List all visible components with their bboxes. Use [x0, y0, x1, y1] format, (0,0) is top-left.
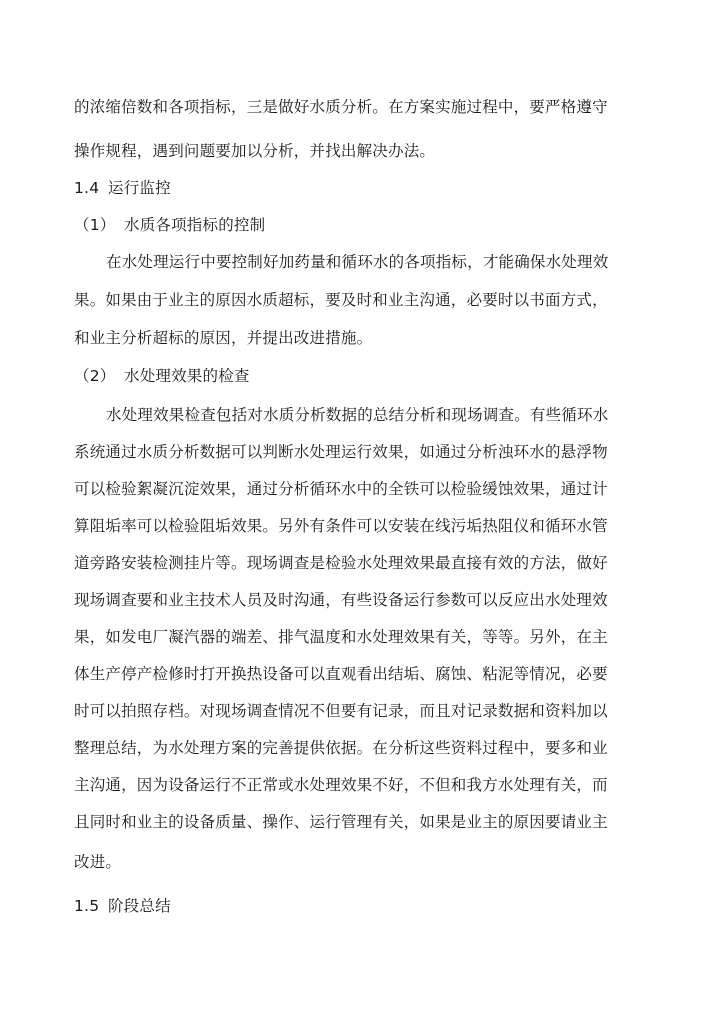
section-number: 1.5: [74, 897, 100, 915]
section-heading-1-5: [74, 896, 654, 916]
paragraph-line: 在水处理运行中要控制好加药量和循环水的各项指标，才能确保水处理效: [106, 253, 609, 271]
subsection-number: （2）: [74, 367, 116, 385]
section-heading-1-4: [74, 178, 654, 198]
section-title: 运行监控: [108, 179, 171, 197]
paragraph-line: 和业主分析超标的原因，并提出改进措施。: [74, 329, 373, 347]
paragraph-line: 果。如果由于业主的原因水质超标，要及时和业主沟通，必要时以书面方式，: [74, 291, 608, 309]
paragraph-line: 主沟通，因为设备运行不正常或水处理效果不好，不但和我方水处理有关，而: [74, 776, 608, 794]
section-number: 1.4: [74, 179, 100, 197]
subsection-heading-1: [74, 215, 654, 235]
paragraph-line: 算阻垢率可以检验阻垢效果。另外有条件可以安装在线污垢热阻仪和循环水管: [74, 517, 608, 535]
section-title: 阶段总结: [108, 897, 171, 915]
paragraph-line: 整理总结，为水处理方案的完善提供依据。在分析这些资料过程中，要多和业: [74, 739, 608, 757]
paragraph-line: 体生产停产检修时打开换热设备可以直观看出结垢、腐蚀、粘泥等情况，必要: [74, 665, 608, 683]
paragraph-line: 现场调查要和业主技术人员及时沟通，有些设备运行参数可以反应出水处理效: [74, 591, 608, 609]
subsection-title: 水处理效果的检查: [124, 367, 250, 385]
paragraph-line: 水处理效果检查包括对水质分析数据的总结分析和现场调查。有些循环水: [106, 406, 609, 424]
paragraph-line: 可以检验絮凝沉淀效果，通过分析循环水中的全铁可以检验缓蚀效果，通过计: [74, 480, 608, 498]
paragraph-line: 时可以拍照存档。对现场调查情况不但要有记录，而且对记录数据和资料加以: [74, 702, 608, 720]
subsection-number: （1）: [74, 216, 116, 234]
paragraph-line: 操作规程，遇到问题要加以分析，并找出解决办法。: [74, 142, 436, 160]
paragraph-line: 改进。: [74, 853, 122, 871]
paragraph-line: 的浓缩倍数和各项指标，三是做好水质分析。在方案实施过程中，要严格遵守: [74, 98, 608, 116]
paragraph-line: 系统通过水质分析数据可以判断水处理运行效果，如通过分析浊环水的悬浮物: [74, 443, 608, 461]
paragraph-line: 且同时和业主的设备质量、操作、运行管理有关，如果是业主的原因要请业主: [74, 813, 608, 831]
paragraph-line: 果，如发电厂凝汽器的端差、排气温度和水处理效果有关，等等。另外，在主: [74, 628, 608, 646]
subsection-title: 水质各项指标的控制: [124, 216, 266, 234]
paragraph-line: 道旁路安装检测挂片等。现场调查是检验水处理效果最直接有效的方法，做好: [74, 554, 608, 572]
subsection-heading-2: [74, 366, 654, 386]
